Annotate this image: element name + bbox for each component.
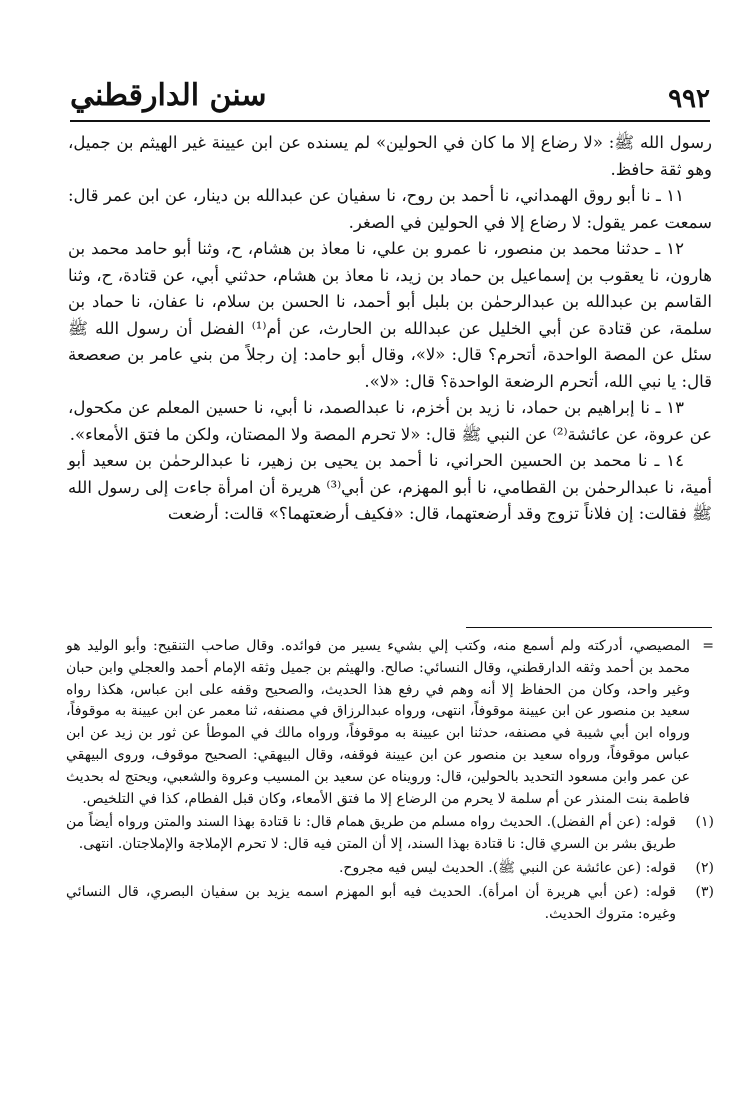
- footnote-2: [66, 858, 714, 880]
- footnote-label: (٣): [695, 883, 714, 900]
- continuation-text: المصيصي، أدركته ولم أسمع منه، وكتب إلي بشيء يسير من فوائده. وقال صاحب التنقيح: وأبو الوليد هو محمد بن أحمد وثقه الدارقطني، وقال النسائي: صالح. والهيثم بن جميل وثقه الإمام أحمد والعجلي وابن حبان وغير واحد، وكان من الحفاظ إلا أنه وهم في رفع هذا الحديث، والصحيح وقفه على ابن عباس، هكذا رواه سعيد بن منصور عن ابن عيينة موقوفاً، انتهى، ورواه عبدالرزاق في مصنفه، ثنا معمر عن ابن عيينة به موقوفاً، ورواه ابن أبي شيبة في مصنفه، حدثنا ابن عيينة به موقوفاً، ورواه مالك في الموطأ عن ثور بن زيد عن ابن عباس موقوفاً، ورواه سعيد بن منصور عن ابن عيينة فوقفه، وقال البيهقي: الصحيح موقوف، وروى البيهقي عن عمر وابن مسعود التحديد بالحولين، قال: ورويناه عن سعيد بن المسيب وعروة والشعبي، ويحتج له بحديث فاطمة بنت المنذر عن أم سلمة لا يحرم من الرضاع إلا ما فتق الأمعاء، وكان قبل الفطام، كذا في التلخيص.: [66, 638, 691, 807]
- continuation-mark: =: [702, 638, 714, 654]
- footnote-text: قوله: (عن أبي هريرة أن امرأة). الحديث فيه أبو المهزم اسمه يزيد بن سفيان البصري، قال النسائي وغيره: متروك الحديث.: [66, 883, 676, 922]
- page-header: [70, 78, 710, 118]
- header-rule: [70, 120, 710, 122]
- footnote-text: قوله: (عن أم الفضل). الحديث رواه مسلم من طريق همام قال: نا قتادة بهذا السند والمتن ورواه أيضاً من طريق بشر بن السري قال: نا قتادة بهذا السند، إلا أن المتن فيه قال: لا تحرم الإملاجة والإملاجتان. انتهى.: [66, 814, 676, 853]
- footnote-3: [66, 882, 714, 926]
- footnote-1: [66, 812, 714, 856]
- footnote-label: (١): [695, 814, 714, 831]
- footnote-text: قوله: (عن عائشة عن النبي ﷺ). الحديث ليس فيه مجروح.: [338, 859, 676, 876]
- page-number: ٩٩٢: [668, 84, 710, 114]
- footnotes: [66, 636, 714, 925]
- footnote-continuation: [66, 636, 714, 810]
- footnote-separator: [466, 627, 712, 628]
- book-title: سنن الدارقطني: [70, 78, 267, 113]
- paragraph-continuation: رسول الله ﷺ: «لا رضاع إلا ما كان في الحولين» لم يسنده عن ابن عيينة غير الهيثم بن جميل، وهو ثقة حافظ.: [68, 133, 712, 179]
- hadith-13: ١٣ ـ نا إبراهيم بن حماد، نا زيد بن أخزم، نا عبدالصمد، نا أبي، نا حسين المعلم عن مكحول، عن عروة، عن عائشة⁽²⁾ عن النبي ﷺ قال: «لا تحرم المصة ولا المصتان، ولكن ما فتق الأمعاء».: [68, 398, 712, 444]
- hadith-14: ١٤ ـ نا محمد بن الحسين الحراني، نا أحمد بن يحيى بن زهير، نا عبدالرحمٰن بن سعيد أبو أمية، نا عبدالرحمٰن بن القطامي، نا أبو المهزم، عن أبي⁽³⁾ هريرة أن امرأة جاءت إلى رسول الله ﷺ فقالت: إن فلاناً تزوج وقد أرضعتهما، قال: «فكيف أرضعتهما؟» قالت: أرضعت: [68, 451, 712, 523]
- main-text: [68, 130, 712, 528]
- hadith-12: ١٢ ـ حدثنا محمد بن منصور، نا عمرو بن علي، نا معاذ بن هشام، ح، وثنا أبو حامد محمد بن هارون، نا يعقوب بن إسماعيل بن حماد بن زيد، نا معاذ بن هشام، حدثني أبي، عن قتادة، ح، وثنا القاسم بن عبدالله بن عبدالرحمٰن بن بلبل أبو أحمد، نا الحسن بن سلام، نا عفان، نا حماد بن سلمة، عن قتادة عن أبي الخليل عن عبدالله بن الحارث، عن أم⁽¹⁾ الفضل أن رسول الله ﷺ سئل عن المصة الواحدة، أتحرم؟ قال: «لا»، وقال أبو حامد: إن رجلاً من بني عامر بن صعصعة قال: يا نبي الله، أتحرم الرضعة الواحدة؟ قال: «لا».: [68, 239, 712, 391]
- footnote-label: (٢): [695, 859, 714, 876]
- hadith-11: ١١ ـ نا أبو روق الهمداني، نا أحمد بن روح، نا سفيان عن عبدالله بن دينار، عن ابن عمر قال: سمعت عمر يقول: لا رضاع إلا في الحولين في الصغر.: [68, 186, 712, 232]
